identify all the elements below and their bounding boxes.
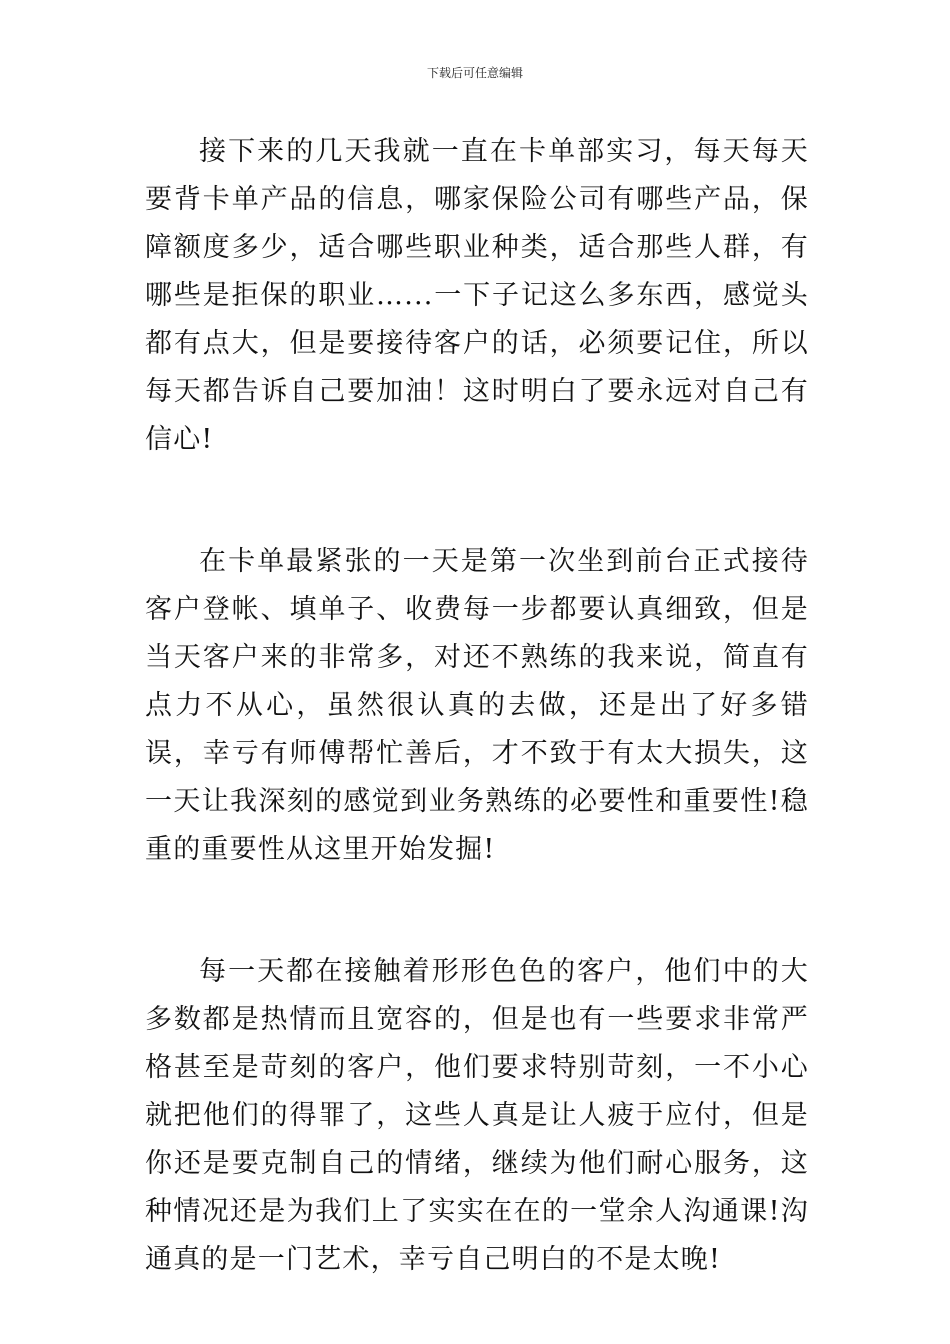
document-body [145, 128, 809, 1284]
page-header: 下载后可任意编辑 [426, 66, 523, 80]
paragraph-2: 在卡单最紧张的一天是第一次坐到前台正式接待客户登帐、填单子、收费每一步都要认真细致，但是当天客户来的非常多，对还不熟练的我来说，简直有点力不从心，虽然很认真的去做，还是出了好多错误，幸亏有师傅帮忙善后，才不致于有太大损失，这一天让我深刻的感觉到业务熟练的必要性和重要性!稳重的重要性从这里开始发掘! [145, 546, 809, 865]
paragraph-1: 接下来的几天我就一直在卡单部实习，每天每天要背卡单产品的信息，哪家保险公司有哪些产品，保障额度多少，适合哪些职业种类，适合那些人群，有哪些是拒保的职业…...一下子记这么多东西，感觉头都有点大，但是要接待客户的话，必须要记住，所以每天都告诉自己要加油！这时明白了要永远对自己有信心! [145, 136, 809, 455]
paragraph-3: 每一天都在接触着形形色色的客户，他们中的大多数都是热情而且宽容的，但是也有一些要求非常严格甚至是苛刻的客户，他们要求特别苛刻，一不小心就把他们的得罪了，这些人真是让人疲于应付，但是你还是要克制自己的情绪，继续为他们耐心服务，这种情况还是为我们上了实实在在的一堂余人沟通课!沟通真的是一门艺术，幸亏自己明白的不是太晚! [145, 956, 809, 1275]
